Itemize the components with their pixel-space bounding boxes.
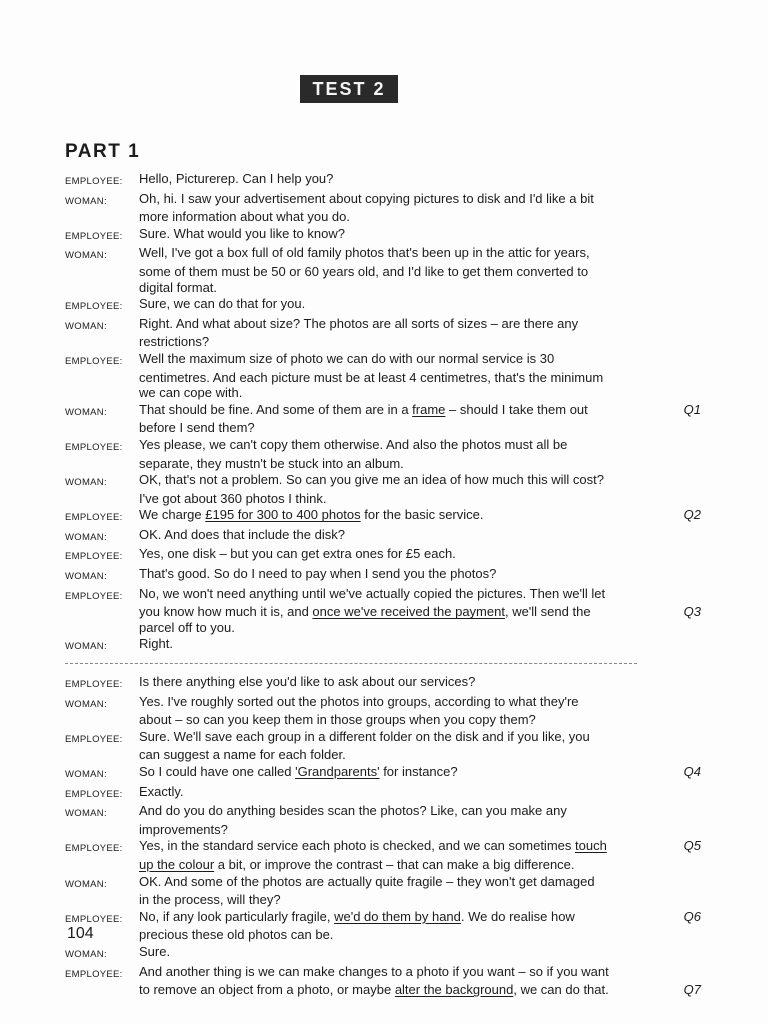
dialogue-text: OK. And does that include the disk?	[139, 526, 345, 542]
dialogue-text: centimetres. And each picture must be at least 4 centimetres, that's the minimum	[139, 369, 604, 385]
speaker-label: WOMAN:	[65, 531, 107, 543]
dialogue-line	[65, 420, 705, 436]
speaker-label	[65, 712, 139, 728]
question-number	[649, 385, 705, 401]
question-number	[649, 944, 705, 963]
question-number	[649, 316, 705, 335]
text-post: for the basic service.	[360, 507, 484, 523]
dialogue-line	[65, 546, 705, 565]
question-number	[649, 472, 705, 491]
dialogue-text: Is there anything else you'd like to ask about our services?	[139, 674, 476, 690]
question-number	[649, 209, 705, 225]
dialogue-line	[65, 491, 705, 507]
speaker-label: WOMAN:	[65, 808, 107, 820]
dialogue-line	[65, 191, 705, 210]
dialogue-line	[65, 784, 705, 803]
speaker-label	[65, 857, 139, 873]
dialogue-line	[65, 437, 705, 456]
dialogue-line	[65, 370, 705, 386]
dialogue-text: Yes. I've roughly sorted out the photos into groups, according to what they're	[139, 693, 579, 709]
dialogue-text: improvements?	[139, 821, 228, 837]
dialogue-line	[65, 944, 705, 963]
speaker-label: EMPLOYEE:	[65, 551, 123, 563]
speaker-label: WOMAN:	[65, 948, 107, 960]
dialogue-text: Well the maximum size of photo we can do with our normal service is 30	[139, 350, 555, 366]
dialogue-text: That's good. So do I need to pay when I send you the photos?	[139, 566, 497, 582]
question-number: Q1	[683, 401, 701, 417]
answer-underline: alter the background	[394, 982, 514, 998]
dialogue-text: parcel off to you.	[139, 619, 235, 635]
dialogue-text: Sure.	[139, 943, 171, 959]
dialogue-text: Hello, Picturerep. Can I help you?	[139, 171, 334, 186]
answer-underline: frame	[412, 401, 446, 417]
speaker-label	[65, 280, 139, 296]
answer-underline: up the colour	[139, 856, 215, 872]
text-pre: So I could have one called	[139, 764, 296, 779]
part-title: PART 1	[65, 141, 141, 162]
question-number	[649, 226, 705, 245]
speaker-label: WOMAN:	[65, 698, 107, 710]
question-number	[649, 620, 705, 636]
text-pre: you know how much it is, and	[139, 604, 313, 620]
dialogue-text: Exactly.	[139, 783, 184, 799]
section-divider	[65, 663, 637, 664]
question-number	[649, 191, 705, 210]
dialogue-text: Well, I've got a box full of old family photos that's been up in the attic for years,	[139, 245, 590, 261]
dialogue-line	[65, 209, 705, 225]
dialogue-text: And another thing is we can make changes to a photo if you want – so if you want	[139, 963, 609, 979]
dialogue-text	[139, 402, 649, 421]
dialogue-line	[65, 334, 705, 350]
dialogue-text: we can cope with.	[139, 385, 243, 401]
question-number	[649, 245, 705, 264]
dialogue-block-1	[65, 171, 705, 655]
question-number	[649, 674, 705, 693]
text-post: . We do realise how	[460, 908, 575, 924]
speaker-label	[65, 982, 139, 998]
dialogue-text	[139, 857, 649, 873]
speaker-label: WOMAN:	[65, 477, 107, 489]
dialogue-text	[139, 982, 649, 998]
dialogue-text	[139, 604, 649, 620]
dialogue-text: Sure. We'll save each group in a different folder on the disk and if you like, you	[139, 728, 590, 744]
question-number	[649, 527, 705, 546]
question-number	[649, 546, 705, 565]
speaker-label: EMPLOYEE:	[65, 913, 123, 925]
speaker-label: EMPLOYEE:	[65, 733, 123, 745]
dialogue-line	[65, 472, 705, 491]
dialogue-line	[65, 527, 705, 546]
dialogue-line	[65, 586, 705, 605]
question-number	[649, 351, 705, 370]
dialogue-line	[65, 712, 705, 728]
question-number: Q3	[683, 604, 701, 620]
speaker-label: WOMAN:	[65, 571, 107, 583]
question-number: Q6	[683, 908, 701, 924]
dialogue-text: in the process, will they?	[139, 892, 281, 908]
dialogue-line	[65, 245, 705, 264]
speaker-label	[65, 620, 139, 636]
answer-underline: 'Grandparents'	[295, 764, 380, 779]
dialogue-line	[65, 892, 705, 908]
dialogue-text: Yes please, we can't copy them otherwise. And also the photos must all be	[139, 436, 568, 452]
question-number	[649, 456, 705, 472]
question-number	[649, 892, 705, 908]
page-number: 104	[67, 925, 94, 942]
dialogue-line	[65, 838, 705, 857]
text-pre: No, if any look particularly fragile,	[139, 908, 335, 924]
transcript	[65, 171, 705, 998]
question-number	[649, 586, 705, 605]
dialogue-text	[139, 838, 649, 857]
text-pre: to remove an object from a photo, or maybe	[139, 982, 395, 998]
question-number	[649, 729, 705, 748]
speaker-label	[65, 892, 139, 908]
text-post: – should I take them out	[445, 401, 588, 417]
speaker-label	[65, 334, 139, 350]
answer-underline: £195 for 300 to 400 photos	[205, 507, 361, 523]
dialogue-text: more information about what you do.	[139, 209, 351, 225]
question-number	[649, 280, 705, 296]
text-post: , we can do that.	[513, 982, 609, 998]
dialogue-text: And do you do anything besides scan the photos? Like, can you make any	[139, 803, 567, 819]
question-number	[649, 822, 705, 838]
dialogue-line	[65, 857, 705, 873]
dialogue-line	[65, 402, 705, 421]
dialogue-line	[65, 280, 705, 296]
dialogue-line	[65, 982, 705, 998]
dialogue-text: Sure, we can do that for you.	[139, 296, 306, 312]
speaker-label: WOMAN:	[65, 406, 107, 418]
text-post: a bit, or improve the contrast – that can make a big difference.	[214, 856, 575, 872]
speaker-label: EMPLOYEE:	[65, 176, 123, 187]
question-number: Q7	[683, 982, 701, 998]
dialogue-line	[65, 264, 705, 280]
question-number	[649, 857, 705, 873]
dialogue-line	[65, 729, 705, 748]
speaker-label: EMPLOYEE:	[65, 301, 123, 313]
question-number	[649, 712, 705, 728]
speaker-label	[65, 822, 139, 838]
dialogue-line	[65, 674, 705, 693]
text-pre: Yes, in the standard service each photo is checked, and we can sometimes	[139, 838, 575, 854]
dialogue-text: No, we won't need anything until we've actually copied the pictures. Then we'll let	[139, 585, 606, 601]
question-number	[649, 927, 705, 943]
dialogue-line	[65, 909, 705, 928]
speaker-label: WOMAN:	[65, 641, 107, 653]
speaker-label	[65, 370, 139, 386]
dialogue-text: some of them must be 50 or 60 years old, and I'd like to get them converted to	[139, 263, 589, 279]
speaker-label	[65, 604, 139, 620]
speaker-label: WOMAN:	[65, 195, 107, 207]
speaker-label: WOMAN:	[65, 320, 107, 332]
dialogue-text: Sure. What would you like to know?	[139, 225, 345, 241]
dialogue-text	[139, 764, 649, 783]
dialogue-line	[65, 927, 705, 943]
speaker-label: EMPLOYEE:	[65, 968, 123, 980]
dialogue-line	[65, 747, 705, 763]
question-number	[649, 491, 705, 507]
question-number	[649, 437, 705, 456]
text-post: , we'll send the	[504, 604, 591, 620]
dialogue-line	[65, 694, 705, 713]
question-number	[649, 694, 705, 713]
speaker-label	[65, 491, 139, 507]
speaker-label	[65, 456, 139, 472]
dialogue-line	[65, 764, 705, 783]
dialogue-line	[65, 604, 705, 620]
dialogue-line	[65, 226, 705, 245]
answer-underline: once we've received the payment	[312, 604, 505, 620]
speaker-label	[65, 264, 139, 280]
question-number	[649, 803, 705, 822]
dialogue-text: Right. And what about size? The photos are all sorts of sizes – are there any	[139, 315, 579, 331]
dialogue-text: Yes, one disk – but you can get extra ones for £5 each.	[139, 546, 456, 562]
dialogue-line	[65, 566, 705, 585]
dialogue-line	[65, 456, 705, 472]
speaker-label	[65, 385, 139, 401]
question-number: Q5	[683, 838, 701, 854]
question-number	[649, 566, 705, 585]
dialogue-text: OK. And some of the photos are actually quite fragile – they won't get damaged	[139, 873, 595, 889]
dialogue-block-2	[65, 674, 705, 998]
dialogue-text	[139, 909, 649, 928]
dialogue-text: Right.	[139, 636, 173, 652]
question-number	[649, 636, 705, 655]
speaker-label: WOMAN:	[65, 878, 107, 890]
speaker-label: WOMAN:	[65, 769, 107, 780]
dialogue-line	[65, 507, 705, 526]
dialogue-text	[139, 507, 649, 526]
dialogue-line	[65, 316, 705, 335]
dialogue-line	[65, 385, 705, 401]
dialogue-text: before I send them?	[139, 420, 255, 436]
speaker-label: EMPLOYEE:	[65, 843, 123, 855]
question-number	[649, 874, 705, 893]
dialogue-line	[65, 803, 705, 822]
speaker-label: EMPLOYEE:	[65, 590, 123, 602]
dialogue-text: can suggest a name for each folder.	[139, 747, 346, 763]
speaker-label	[65, 747, 139, 763]
text-pre: That should be fine. And some of them are in a	[139, 401, 413, 417]
question-number	[649, 747, 705, 763]
dialogue-text: Oh, hi. I saw your advertisement about copying pictures to disk and I'd like a bit	[139, 190, 594, 206]
dialogue-text: digital format.	[139, 279, 218, 295]
speaker-label: EMPLOYEE:	[65, 355, 123, 367]
speaker-label	[65, 209, 139, 225]
question-number	[649, 334, 705, 350]
dialogue-line	[65, 822, 705, 838]
answer-underline: touch	[575, 838, 607, 854]
dialogue-line	[65, 620, 705, 636]
dialogue-text: separate, they mustn't be stuck into an album.	[139, 455, 404, 471]
test-label: TEST 2	[300, 75, 398, 103]
dialogue-text: OK, that's not a problem. So can you give me an idea of how much this will cost?	[139, 472, 604, 488]
speaker-label: EMPLOYEE:	[65, 441, 123, 453]
text-post: for instance?	[379, 764, 458, 779]
speaker-label: EMPLOYEE:	[65, 230, 123, 242]
dialogue-line	[65, 964, 705, 983]
dialogue-line	[65, 874, 705, 893]
speaker-label: EMPLOYEE:	[65, 512, 123, 524]
question-number	[649, 964, 705, 983]
question-number: Q4	[683, 764, 701, 779]
speaker-label: WOMAN:	[65, 250, 107, 262]
dialogue-line	[65, 351, 705, 370]
question-number	[649, 784, 705, 803]
speaker-label: EMPLOYEE:	[65, 679, 123, 691]
dialogue-text: restrictions?	[139, 334, 210, 350]
question-number	[649, 296, 705, 315]
question-number	[649, 264, 705, 280]
dialogue-text: about – so can you keep them in those groups when you copy them?	[139, 712, 536, 728]
dialogue-text: I've got about 360 photos I think.	[139, 490, 327, 506]
question-number	[649, 420, 705, 436]
dialogue-text: precious these old photos can be.	[139, 927, 334, 943]
speaker-label: EMPLOYEE:	[65, 788, 123, 800]
question-number	[649, 171, 705, 190]
speaker-label	[65, 420, 139, 436]
dialogue-line	[65, 171, 705, 190]
dialogue-line	[65, 296, 705, 315]
question-number	[649, 370, 705, 386]
question-number: Q2	[683, 507, 701, 523]
dialogue-line	[65, 636, 705, 655]
answer-underline: we'd do them by hand	[334, 908, 461, 924]
text-pre: We charge	[139, 507, 206, 523]
